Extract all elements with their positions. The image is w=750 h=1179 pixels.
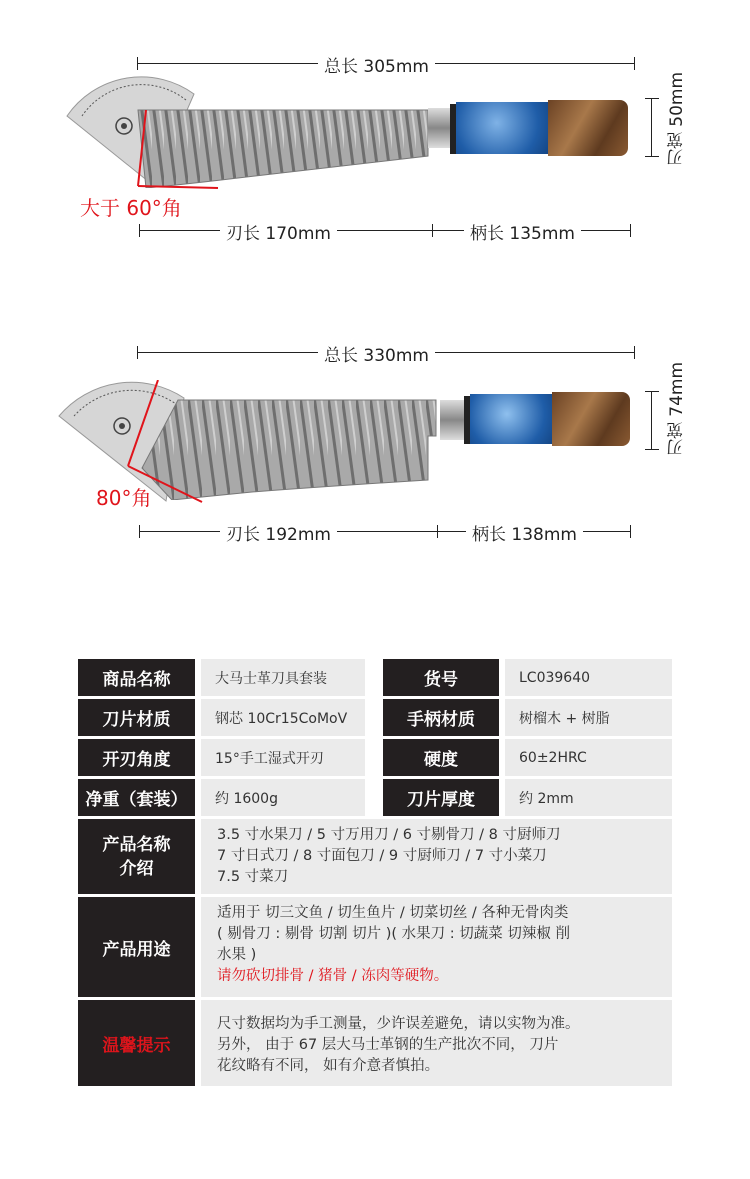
blade-width-label-2: 刃宽 74mm [667, 362, 687, 457]
tick [432, 224, 433, 237]
net-weight-value: 约 1600g [201, 779, 365, 816]
tips-value [201, 1000, 672, 1086]
tick [630, 224, 631, 237]
spec-row [78, 699, 672, 736]
intro-header-line: 产品名称 [102, 834, 171, 855]
tips-line: 尺寸数据均为手工测量，少许误差避免，请以实物为准。 [217, 1016, 580, 1032]
spec-row [78, 739, 672, 776]
tick [634, 57, 635, 70]
bolster-1 [428, 108, 450, 148]
total-length-label-1: 总长 305mm [318, 52, 435, 77]
usage-line: ( 剔骨刀 : 剔骨 切割 切片 )( 水果刀 : 切蔬菜 切辣椒 削 [217, 926, 570, 942]
spec-row [78, 659, 672, 696]
resin-handle-2 [470, 394, 562, 444]
item-no-header: 货号 [383, 659, 499, 696]
intro-line: 7.5 寸菜刀 [217, 869, 289, 885]
blade-width-line-1 [651, 98, 652, 156]
product-name-header: 商品名称 [78, 659, 195, 696]
tick [137, 346, 138, 359]
resin-handle-1 [456, 102, 558, 154]
item-no-value: LC039640 [505, 659, 672, 696]
tips-line: 花纹略有不同， 如有介意者慎拍。 [217, 1058, 440, 1074]
handle-material-value: 树榴木 + 树脂 [505, 699, 672, 736]
intro-value [201, 819, 672, 894]
tick [645, 391, 659, 392]
hardness-header: 硬度 [383, 739, 499, 776]
tick [139, 525, 140, 538]
handle-length-label-1: 柄长 135mm [464, 219, 581, 244]
blade-material-value: 钢芯 10Cr15CoMoV [201, 699, 365, 736]
wood-handle-2 [552, 392, 630, 446]
spec-row [78, 897, 672, 997]
blade-length-label-2: 刃长 192mm [220, 520, 337, 545]
edge-angle-value: 15°手工湿式开刃 [201, 739, 365, 776]
usage-value [201, 897, 672, 997]
tips-line: 另外， 由于 67 层大马士革钢的生产批次不同， 刀片 [217, 1037, 559, 1053]
angle-lines-1 [118, 110, 228, 195]
blade-width-label-1: 刃宽 50mm [667, 72, 687, 167]
tick [645, 156, 659, 157]
intro-line: 3.5 寸水果刀 / 5 寸万用刀 / 6 寸剔骨刀 / 8 寸厨师刀 [217, 827, 561, 843]
handle-material-header: 手柄材质 [383, 699, 499, 736]
handle-length-label-2: 柄长 138mm [466, 520, 583, 545]
spec-row [78, 779, 672, 816]
blade-thickness-value: 约 2mm [505, 779, 672, 816]
usage-line: 水果 ) [217, 947, 257, 963]
product-name-value: 大马士革刀具套装 [201, 659, 365, 696]
edge-angle-header: 开刃角度 [78, 739, 195, 776]
tips-header: 温馨提示 [78, 1000, 195, 1086]
usage-warning: 请勿砍切排骨 / 猪骨 / 冻肉等硬物。 [217, 968, 449, 984]
tick [634, 346, 635, 359]
tick [137, 57, 138, 70]
tick [630, 525, 631, 538]
angle-label-2: 80°角 [96, 486, 152, 510]
tick [139, 224, 140, 237]
spec-row [78, 819, 672, 894]
hardness-value: 60±2HRC [505, 739, 672, 776]
intro-header-line: 介绍 [119, 858, 154, 879]
tick [645, 98, 659, 99]
bolster-2 [440, 400, 464, 440]
blade-width-line-2 [651, 391, 652, 449]
blade-material-header: 刀片材质 [78, 699, 195, 736]
tick [437, 525, 438, 538]
spec-row [78, 1000, 672, 1086]
tick [645, 449, 659, 450]
usage-line: 适用于 切三文鱼 / 切生鱼片 / 切菜切丝 / 各种无骨肉类 [217, 905, 569, 921]
blade-length-label-1: 刃长 170mm [220, 219, 337, 244]
intro-line: 7 寸日式刀 / 8 寸面包刀 / 9 寸厨师刀 / 7 寸小菜刀 [217, 848, 547, 864]
intro-header [78, 819, 195, 894]
total-length-label-2: 总长 330mm [318, 341, 435, 366]
usage-header: 产品用途 [78, 897, 195, 997]
blade-thickness-header: 刀片厚度 [383, 779, 499, 816]
angle-label-1: 大于 60°角 [80, 196, 182, 220]
wood-handle-1 [548, 100, 628, 156]
net-weight-header: 净重（套装） [78, 779, 195, 816]
